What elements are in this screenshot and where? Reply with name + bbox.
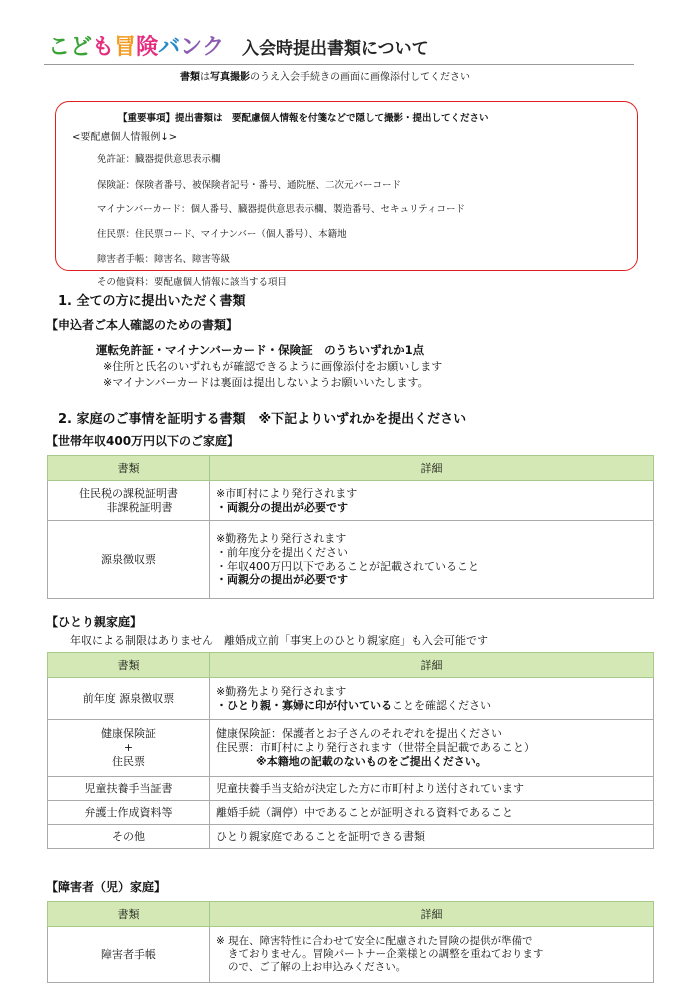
disabled-subtitle: 【障害者（児）家庭】 xyxy=(46,880,167,894)
page-subtitle: 書類は写真撮影のうえ入会手続きの画面に画像添付してください xyxy=(180,72,470,83)
notice-heading: 【重要事項】提出書類は 要配慮個人情報を付箋などで隠して撮影・提出してください xyxy=(118,113,489,124)
disabled-table xyxy=(47,901,654,983)
col-header-detail: 詳細 xyxy=(210,902,654,927)
notice-item: その他資料：要配慮個人情報に該当する項目 xyxy=(97,277,288,288)
doc-cell: 障害者手帳 xyxy=(48,927,210,983)
detail-cell: ※勤務先より発行されます ・前年度分を提出ください ・年収400万円以下であることが記載されていること ・両親分の提出が必要です xyxy=(210,521,654,599)
detail-cell: 健康保険証：保護者とお子さんのそれぞれを提出ください 住民票：市町村により発行されます（世帯全員記載であること） ※本籍地の記載のないものをご提出ください。 xyxy=(210,720,654,777)
logo-char: も xyxy=(92,35,115,60)
col-header-document: 書類 xyxy=(48,456,210,481)
single-parent-table xyxy=(47,652,654,849)
section-1-subtitle: 【申込者ご本人確認のための書類】 xyxy=(46,318,239,332)
detail-cell: ※勤務先より発行されます ・ひとり親・寡婦に印が付いていることを確認ください xyxy=(210,678,654,720)
id-note-2: ※マイナンバーカードは裏面は提出しないようお願いいたします。 xyxy=(103,376,429,389)
logo-char: こ xyxy=(48,35,71,60)
id-note-1: ※住所と氏名のいずれもが確認できるように画像添付をお願いします xyxy=(103,360,443,373)
col-header-document: 書類 xyxy=(48,653,210,678)
detail-cell: ※市町村により発行されます ・両親分の提出が必要です xyxy=(210,481,654,521)
brand-logo xyxy=(48,30,224,61)
detail-cell: 離婚手続（調停）中であることが証明される資料であること xyxy=(210,801,654,825)
table-row xyxy=(48,825,654,849)
doc-cell: 児童扶養手当証書 xyxy=(48,777,210,801)
income-table xyxy=(47,455,654,599)
col-header-document: 書類 xyxy=(48,902,210,927)
notice-item: 障害者手帳：障害名、障害等級 xyxy=(97,254,231,265)
section-2-title: 2. 家庭のご事情を証明する書類 ※下記よりいずれかを提出ください xyxy=(58,412,467,427)
id-documents: 運転免許証・マイナンバーカード・保険証 のうちいずれか1点 xyxy=(96,343,425,357)
table-header-row xyxy=(48,456,654,481)
notice-item: 住民票：住民票コード、マイナンバー（個人番号）、本籍地 xyxy=(97,229,347,240)
detail-cell: ひとり親家庭であることを証明できる書類 xyxy=(210,825,654,849)
logo-char: ど xyxy=(70,35,93,60)
detail-cell: 児童扶養手当支給が決定した方に市町村より送付されています xyxy=(210,777,654,801)
col-header-detail: 詳細 xyxy=(210,653,654,678)
logo-char: ン xyxy=(180,35,203,60)
doc-cell: その他 xyxy=(48,825,210,849)
table-row xyxy=(48,777,654,801)
logo-char: バ xyxy=(158,35,181,60)
table-row xyxy=(48,678,654,720)
single-parent-subtitle: 【ひとり親家庭】 xyxy=(46,615,143,629)
logo-char: 冒 xyxy=(114,35,137,60)
logo-char: ク xyxy=(202,35,225,60)
table-row xyxy=(48,521,654,599)
detail-cell: ※ 現在、障害特性に合わせて安全に配慮された冒険の提供が準備で きておりません。冒険パートナー企業様との調整を重ねております ので、ご了解の上お申込みください。 xyxy=(210,927,654,983)
income-subtitle: 【世帯年収400万円以下のご家庭】 xyxy=(46,434,240,448)
table-header-row xyxy=(48,653,654,678)
page-title: 入会時提出書類について xyxy=(242,39,429,59)
doc-cell: 住民税の課税証明書 非課税証明書 xyxy=(48,481,210,521)
table-row xyxy=(48,927,654,983)
doc-cell: 源泉徴収票 xyxy=(48,521,210,599)
table-row xyxy=(48,720,654,777)
header-divider xyxy=(44,64,634,65)
notice-item: マイナンバーカード：個人番号、臓器提供意思表示欄、製造番号、セキュリティコード xyxy=(97,204,466,215)
col-header-detail: 詳細 xyxy=(210,456,654,481)
table-header-row xyxy=(48,902,654,927)
table-row xyxy=(48,481,654,521)
single-parent-note: 年収による制限はありません 離婚成立前「事実上のひとり親家庭」も入会可能です xyxy=(70,634,488,647)
table-row xyxy=(48,801,654,825)
section-1-title: 1. 全ての方に提出いただく書類 xyxy=(58,294,246,309)
notice-item: 保険証：保険者番号、被保険者記号・番号、通院歴、二次元バーコード xyxy=(97,180,402,191)
doc-cell: 健康保険証 + 住民票 xyxy=(48,720,210,777)
doc-cell: 弁護士作成資料等 xyxy=(48,801,210,825)
notice-label: <要配慮個人情報例↓> xyxy=(72,132,178,143)
notice-item: 免許証：臓器提供意思表示欄 xyxy=(97,154,221,165)
logo-char: 険 xyxy=(136,35,159,60)
doc-cell: 前年度 源泉徴収票 xyxy=(48,678,210,720)
